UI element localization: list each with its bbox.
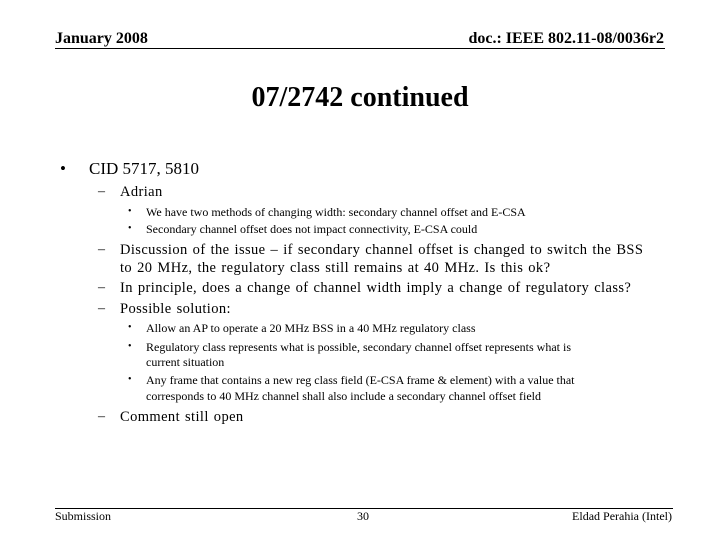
dash-icon: – (98, 409, 105, 424)
subbullet-icon: • (128, 341, 132, 352)
cid-heading: CID 5717, 5810 (89, 159, 200, 178)
list-item-any-frame-line-1: Any frame that contains a new reg class field (E-CSA frame & element) with a value that (146, 373, 575, 387)
footer-submission: Submission (55, 509, 112, 523)
list-item-adrian: Adrian (120, 184, 163, 200)
list-item-allow-ap: Allow an AP to operate a 20 MHz BSS in a 40 MHz regulatory class (146, 321, 476, 335)
subbullet-icon: • (128, 223, 132, 234)
bullet-icon: • (60, 159, 66, 178)
list-item-principle: In principle, does a change of channel width imply a change of regulatory class? (120, 280, 632, 296)
subbullet-icon: • (128, 206, 132, 217)
discussion-line-1: Discussion of the issue – if secondary channel offset is changed to switch the BSS (120, 242, 644, 258)
subbullet-icon: • (128, 322, 132, 333)
subbullet-icon: • (128, 374, 132, 385)
header-date: January 2008 (55, 30, 148, 47)
header-doc-id: doc.: IEEE 802.11-08/0036r2 (468, 30, 664, 47)
footer-author: Eldad Perahia (Intel) (572, 509, 672, 523)
dash-icon: – (98, 184, 105, 199)
list-item-regulatory-line-2: current situation (146, 355, 225, 369)
dash-icon: – (98, 301, 105, 316)
dash-icon: – (98, 280, 105, 295)
slide-title: 07/2742 continued (251, 82, 469, 113)
footer-page-number: 30 (357, 509, 369, 523)
list-item-possible-solution: Possible solution: (120, 301, 231, 317)
dash-icon: – (98, 242, 105, 257)
header-rule (55, 48, 665, 49)
list-item-connectivity: Secondary channel offset does not impact connectivity, E-CSA could (146, 222, 478, 236)
list-item-regulatory-line-1: Regulatory class represents what is possible, secondary channel offset represents what is (146, 340, 571, 354)
list-item-any-frame-line-2: corresponds to 40 MHz channel shall also include a secondary channel offset field (146, 389, 541, 403)
list-item-two-methods: We have two methods of changing width: secondary channel offset and E-CSA (146, 205, 526, 219)
discussion-line-2: to 20 MHz, the regulatory class still remains at 40 MHz. Is this ok? (120, 260, 551, 276)
list-item-comment-open: Comment still open (120, 409, 244, 425)
